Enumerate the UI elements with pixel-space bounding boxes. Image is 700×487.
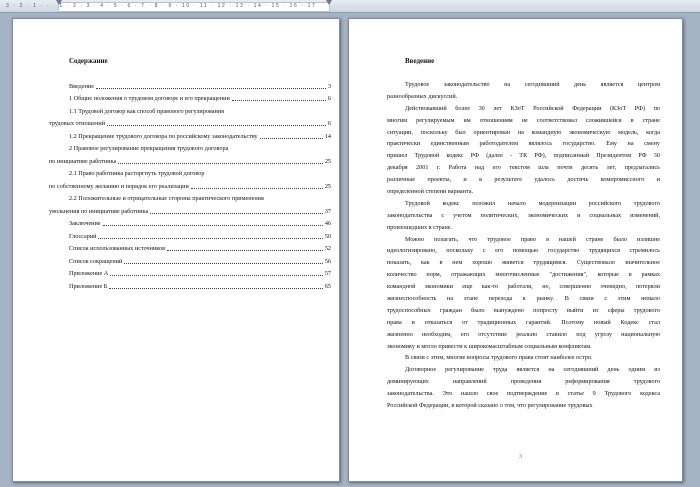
document-page-toc[interactable] [12, 18, 340, 482]
toc-entry[interactable] [69, 220, 331, 228]
toc-entry-text[interactable]: 2.2 Положительные и отрицательные стороны практического применения [69, 195, 264, 202]
horizontal-ruler[interactable] [0, 0, 700, 13]
toc-entry[interactable] [69, 83, 331, 91]
toc-entry-text: Приложение А [69, 270, 109, 277]
text-line: многим регулируемым им отношениям не соответствовал сложившейся в стране [387, 116, 660, 124]
toc-entry-text[interactable]: 1.1 Трудовой договор как способ правового регулирования [69, 108, 224, 115]
toc-entry-text[interactable]: 2.1 Право работника расторгнуть трудовой договор [69, 170, 205, 177]
toc-entry[interactable] [69, 245, 331, 253]
page-number: 3 [519, 454, 522, 460]
toc-dot-leader [98, 237, 322, 239]
toc-entry-text[interactable]: 2 Правовое регулирование прекращения трудового договора [69, 145, 229, 152]
text-line: жизнеспособность на этапе перехода к рынку. В связи с этим немало [387, 295, 660, 303]
toc-page-number: 3 [327, 83, 331, 90]
toc-page-number: 25 [324, 183, 331, 190]
toc-entry-text: Глоссарий [69, 233, 97, 240]
text-line: В связи с этим, многие вопросы трудового права стоят наиболее остро. [405, 354, 593, 362]
toc-dot-leader [109, 287, 323, 289]
toc-entry-text: 1.2 Прекращение трудового договора по российскому законодательству [69, 133, 258, 140]
toc-entry-text: по собственному желанию и порядок его реализации [49, 183, 189, 190]
text-line: Действовавший более 30 лет КЗоТ Российской Федерации (КЗоТ РФ) по [405, 104, 660, 112]
toc-entry[interactable] [69, 258, 331, 266]
toc-dot-leader [118, 162, 323, 164]
toc-entry-text: Введение [69, 83, 94, 90]
text-line: экономику и могло привести к широкомасштабным социальным конфликтам. [387, 342, 592, 350]
toc-entry[interactable] [69, 133, 331, 141]
text-line: командной экономики еще как-то работали, но, совершенно очевидно, потеряли [387, 283, 660, 291]
text-line: количество норм, отражающих многочисленные "достижения", которые в рамках [387, 271, 660, 279]
toc-page-number: 57 [324, 270, 331, 277]
text-line: Российской Федерации, в которой сказано о том, что регулирование трудовых [387, 402, 593, 410]
toc-page-number: 56 [324, 258, 331, 265]
text-line: произошедших в стране. [387, 223, 453, 231]
ruler-scale: 3 · 2 · 1 · · · 1 · 2 · 3 · 4 · 5 · 6 · 7 · 8 · 9 · 10 · 11 · 12 · 13 · 14 · 15 · 16 · 17 [6, 3, 317, 9]
toc-entry-text: трудовых отношений [49, 120, 106, 127]
text-line: трудоспособных граждан было вынуждено попросту выйти из сферы трудового [387, 306, 660, 314]
text-line: пришел Трудовой кодекс РФ (далее - ТК РФ), подписанный Президентом РФ 30 [387, 152, 660, 160]
toc-entry[interactable] [69, 95, 331, 103]
toc-dot-leader [150, 212, 323, 214]
toc-page-number: 65 [324, 283, 331, 290]
text-line: права и отказаться от традиционных гарантий. Поэтому новый Кодекс стал [387, 318, 660, 326]
text-line: Трудовое законодательство на сегодняшний день является центром [405, 81, 660, 88]
intro-title: Введение [405, 57, 435, 65]
toc-title: Содержание [69, 57, 108, 65]
toc-dot-leader [167, 249, 323, 251]
text-line: определенной степени варианта. [387, 188, 474, 196]
toc-dot-leader [191, 187, 323, 189]
toc-entry-text: Список сокращений [69, 258, 123, 265]
text-line: Можно полагать, что трудовое право в нашей стране было излишне [405, 235, 660, 243]
document-page-introduction[interactable] [348, 18, 683, 482]
toc-entry-text: Приложение Б [69, 283, 108, 290]
toc-entry[interactable] [49, 208, 331, 216]
toc-entry[interactable] [49, 158, 331, 166]
text-line: идеологизировано, поскольку с его помощью государство трудящихся стремилось [387, 247, 660, 255]
toc-entry[interactable] [69, 270, 331, 278]
toc-dot-leader [96, 87, 326, 89]
toc-page-number: 14 [324, 133, 331, 140]
text-line: доминирующих направлений проведения реформирования трудового [387, 378, 660, 386]
toc-entry-text: 1 Общие положения о трудовом договоре и его прекращении [69, 95, 230, 102]
text-line: разнообразных дискуссий. [387, 92, 458, 100]
text-line: законодательства. Это нашло свое подтверждение в статье 9 Трудового кодекса [387, 390, 660, 398]
text-line: различные проекты, и в результате удалось достичь компромиссного и [387, 176, 660, 184]
toc-entry[interactable] [69, 233, 331, 241]
toc-page-number: 37 [324, 208, 331, 215]
text-line: законодательства с учетом политических, экономических и социальных изменений, [387, 211, 660, 219]
toc-entry-text: по инициативе работника [49, 158, 117, 165]
toc-page-number: 50 [324, 233, 331, 240]
text-line: Договорное регулирование труда является на сегодняшний день одним из [405, 366, 660, 374]
toc-page-number: 52 [324, 245, 331, 252]
toc-dot-leader [260, 137, 323, 139]
toc-dot-leader [103, 224, 323, 226]
toc-dot-leader [232, 99, 326, 101]
right-indent-marker[interactable] [326, 0, 332, 5]
toc-entry[interactable] [49, 120, 331, 128]
toc-dot-leader [107, 124, 326, 126]
toc-entry[interactable] [49, 183, 331, 191]
toc-page-number: 46 [324, 220, 331, 227]
toc-dot-leader [110, 274, 323, 276]
toc-dot-leader [124, 262, 323, 264]
text-line: жизненно необходим, его отсутствие реально ставило под угрозу национальную [387, 330, 660, 338]
text-line: декабря 2001 г. Работа над его текстом шла почти десять лет, предлагались [387, 164, 660, 172]
toc-page-number: 6 [327, 120, 331, 127]
toc-entry-text: увольнения по инициативе работника [49, 208, 149, 215]
text-line: Трудовой кодекс положил начало модернизации российского трудового [405, 199, 660, 207]
toc-page-number: 6 [327, 95, 331, 102]
text-line: показать, как в нем хорошо живется трудящимся. Существовало значительное [387, 259, 660, 267]
text-line: практически единственным работодателем являлось государство. Ему на смену [387, 140, 660, 148]
toc-page-number: 25 [324, 158, 331, 165]
toc-entry-text: Список использованных источников [69, 245, 165, 252]
left-indent-marker[interactable] [56, 0, 62, 5]
intro-body [387, 79, 660, 412]
toc-entry-text: Заключение [69, 220, 101, 227]
text-line: ситуации, поскольку был ориентирован на командную экономическую модель, когда [387, 128, 660, 136]
toc-entry[interactable] [69, 283, 331, 291]
